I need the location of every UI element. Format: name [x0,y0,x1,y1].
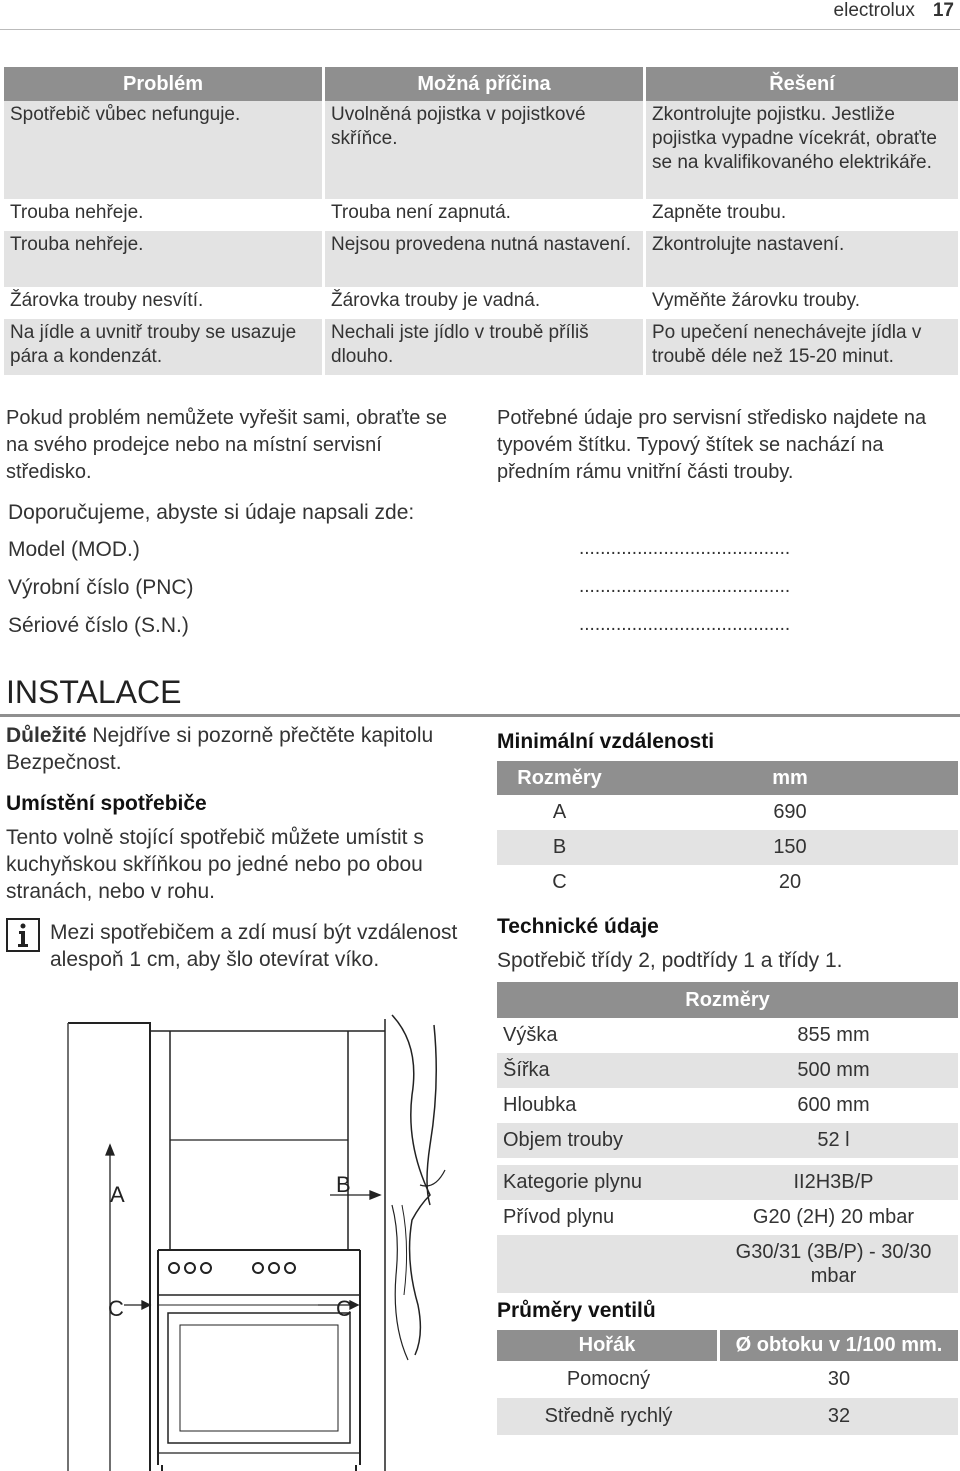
cell-dim: C [552,871,567,893]
record-label-serial: Sériové číslo (S.N.) [8,614,189,637]
cell-cause: Uvolněná pojistka v pojistkové skříňce. [325,101,646,199]
header-rule [0,29,960,30]
col-header-solution: Řešení [646,67,958,101]
cell-label: Objem trouby [497,1123,709,1158]
table-row [497,1200,958,1235]
cell-solution: Vyměňte žárovku trouby. [652,290,861,311]
col-header-bypass: Ø obtoku v 1/100 mm. [720,1330,958,1361]
valves-table [497,1330,958,1435]
important-label: Důležité [6,724,87,747]
table-row [4,231,958,287]
cell-value: 855 mm [797,1024,870,1046]
cell-dim: B [497,830,622,865]
brand-name: electrolux [833,0,915,21]
page-header [834,0,960,26]
cell-solution: Zkontrolujte nastavení. [646,231,958,287]
min-distance-table [497,761,958,900]
service-contact-text: Pokud problém nemůžete vyřešit sami, obraťte se na svého prodejce nebo na místní servisní středisko. [6,407,448,483]
cell-solution: Zapněte troubu. [652,202,787,223]
col-header-cause: Možná příčina [325,67,646,101]
tech-subtitle: Spotřebič třídy 2, podtřídy 1 a třídy 1. [497,949,843,972]
cell-problem: Trouba nehřeje. [4,199,325,231]
cell-value: 150 [622,830,958,865]
cell-label [497,1235,709,1293]
rating-plate-text: Potřebné údaje pro servisní středisko najdete na typovém štítku. Typový štítek se nachází na předním rámu vnitřní části trouby. [497,407,927,483]
cell-cause: Trouba není zapnutá. [325,199,646,231]
record-fill-serial: ........................................ [579,614,791,635]
cell-problem: Trouba nehřeje. [4,231,325,287]
cell-value: 600 mm [797,1094,870,1116]
table-row [497,865,958,900]
cell-value: 20 [778,871,802,893]
distance-note: Mezi spotřebičem a zdí musí být vzdálenost alespoň 1 cm, aby šlo otevírat víko. [50,921,458,971]
cell-value: 30 [827,1368,851,1390]
table-row [4,199,958,231]
tech-table [497,982,958,1293]
cell-label: Přívod plynu [503,1206,615,1228]
cell-burner: Středně rychlý [497,1398,720,1435]
diagram-label-b: B [336,1172,351,1197]
cell-dim: A [552,801,567,823]
section-title-installation: INSTALACE [6,674,182,710]
cell-value: 52 l [709,1123,958,1158]
table-row [497,1088,958,1123]
diagram-label-c-right: C [336,1296,352,1321]
placement-title: Umístění spotřebiče [6,792,207,815]
col-header-mm: mm [622,761,958,795]
cell-problem: Žárovka trouby nesvítí. [4,287,325,319]
table-row [4,287,958,319]
cell-cause: Žárovka trouby je vadná. [325,287,646,319]
cell-problem: Na jídle a uvnitř trouby se usazuje pára a kondenzát. [4,319,325,375]
cell-solution: Po upečení nenechávejte jídla v troubě déle než 15-20 minut. [646,319,958,375]
cell-solution: Zkontrolujte pojistku. Jestliže pojistka vypadne vícekrát, obraťte se na kvalifikovaného elektrikáře. [646,101,958,199]
table-row [497,1123,958,1158]
diagram-label-c-left: C [108,1296,124,1321]
info-icon [6,918,40,952]
col-header-dimension: Rozměry [497,761,622,795]
table-row [497,1018,958,1053]
tech-title: Technické údaje [497,915,659,938]
table-row [4,101,958,199]
table-row [497,795,958,830]
cell-label: Hloubka [503,1094,577,1116]
cell-label: Kategorie plynu [497,1165,709,1200]
cell-value: G30/31 (3B/P) - 30/30 mbar [709,1235,958,1293]
cell-value: 32 [720,1398,958,1435]
table-row [497,830,958,865]
col-header-burner: Hořák [497,1330,720,1361]
important-text: Nejdříve si pozorně přečtěte kapitolu Bezpečnost. [6,724,434,774]
cell-problem: Spotřebič vůbec nefunguje. [4,101,325,199]
col-header-problem: Problém [4,67,325,101]
tech-header: Rozměry [497,982,958,1018]
cell-cause: Nechali jste jídlo v troubě příliš dlouho. [325,319,646,375]
table-row [497,1235,958,1293]
min-distance-title: Minimální vzdálenosti [497,730,715,753]
record-fill-pnc: ........................................ [579,576,791,597]
record-intro: Doporučujeme, abyste si údaje napsali zde: [8,501,415,524]
table-row [497,1053,958,1088]
table-row [497,1361,958,1398]
cell-label: Výška [503,1024,558,1046]
page-number: 17 [927,0,960,22]
section-rule [0,714,960,717]
table-row [497,1165,958,1200]
troubleshooting-table [4,67,958,375]
placement-text: Tento volně stojící spotřebič můžete umístit s kuchyňskou skříňkou po jedné nebo po obou stranách, nebo v rohu. [6,826,424,903]
cell-value: 690 [773,801,807,823]
record-fill-model: ........................................ [579,538,791,559]
cell-burner: Pomocný [566,1368,651,1390]
table-row [4,319,958,375]
cell-cause: Nejsou provedena nutná nastavení. [325,231,646,287]
table-row [497,1398,958,1435]
cell-value: II2H3B/P [709,1165,958,1200]
cell-value: G20 (2H) 20 mbar [752,1206,915,1228]
important-note [6,722,456,776]
cell-value: 500 mm [709,1053,958,1088]
record-label-pnc: Výrobní číslo (PNC) [8,576,194,599]
cell-label: Šířka [497,1053,709,1088]
record-label-model: Model (MOD.) [8,538,140,561]
valves-title: Průměry ventilů [497,1299,656,1322]
diagram-label-a: A [110,1182,125,1207]
installation-diagram [40,1005,480,1471]
